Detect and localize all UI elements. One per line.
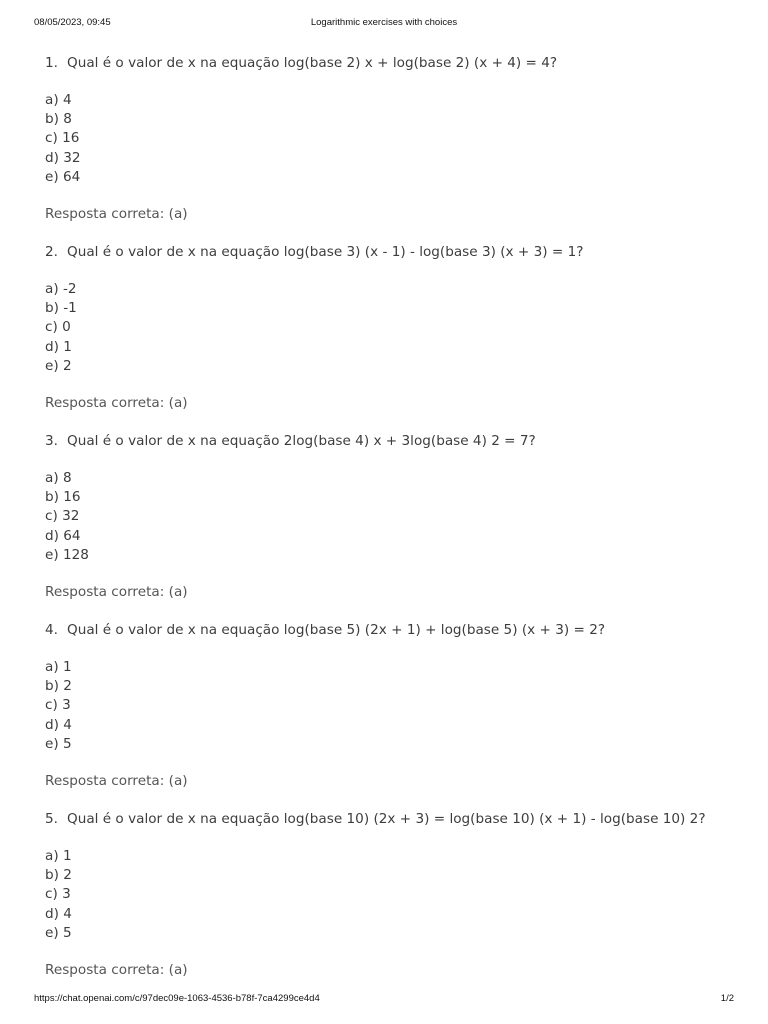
question-number: 4.: [45, 622, 58, 638]
correct-answer: Resposta correta: (a): [45, 772, 188, 789]
option-d: d) 64: [45, 527, 81, 544]
document-title: Logarithmic exercises with choices: [310, 17, 458, 28]
page-number: 1/2: [720, 993, 734, 1004]
option-d: d) 4: [45, 716, 72, 733]
option-b: b) 2: [45, 678, 72, 695]
option-e: e) 2: [45, 357, 72, 374]
question-text: [45, 432, 735, 451]
question-text: [45, 54, 735, 73]
question-1: [45, 54, 735, 243]
question-2: [45, 243, 735, 432]
question-number: 2.: [45, 244, 58, 260]
option-c: c) 16: [45, 130, 80, 147]
question-text: [45, 243, 735, 262]
option-e: e) 5: [45, 924, 72, 941]
option-b: b) 8: [45, 111, 72, 128]
print-footer: [34, 993, 734, 1007]
question-statement: Qual é o valor de x na equação log(base 3) (x - 1) - log(base 3) (x + 3) = 1?: [67, 244, 584, 260]
option-list: [45, 469, 735, 565]
correct-answer: Resposta correta: (a): [45, 205, 188, 222]
option-a: a) -2: [45, 281, 77, 297]
print-datetime: 08/05/2023, 09:45: [34, 17, 111, 28]
option-list: [45, 280, 735, 376]
question-statement: Qual é o valor de x na equação log(base 2) x + log(base 2) (x + 4) = 4?: [67, 55, 558, 71]
option-e: e) 64: [45, 168, 81, 185]
option-d: d) 1: [45, 338, 72, 355]
question-statement: Qual é o valor de x na equação 2log(base 4) x + 3log(base 4) 2 = 7?: [67, 433, 536, 449]
question-3: [45, 432, 735, 621]
question-5: [45, 810, 735, 999]
question-number: 1.: [45, 55, 58, 71]
option-list: [45, 847, 735, 943]
question-number: 5.: [45, 811, 58, 827]
option-b: b) -1: [45, 300, 77, 317]
option-c: c) 3: [45, 697, 71, 714]
correct-answer: Resposta correta: (a): [45, 961, 188, 978]
option-b: b) 2: [45, 867, 72, 884]
question-number: 3.: [45, 433, 58, 449]
option-e: e) 128: [45, 546, 89, 563]
page-url: https://chat.openai.com/c/97dec09e-1063-4536-b78f-7ca4299ce4d4: [34, 993, 320, 1004]
question-4: [45, 621, 735, 810]
question-list: [45, 54, 735, 999]
option-list: [45, 91, 735, 187]
option-list: [45, 658, 735, 754]
option-b: b) 16: [45, 489, 81, 506]
option-e: e) 5: [45, 735, 72, 752]
correct-answer: Resposta correta: (a): [45, 583, 188, 600]
option-c: c) 32: [45, 508, 80, 525]
option-a: a) 4: [45, 92, 72, 108]
option-a: a) 8: [45, 470, 72, 486]
question-statement: Qual é o valor de x na equação log(base 10) (2x + 3) = log(base 10) (x + 1) - log(base 10) 2?: [67, 811, 706, 827]
option-c: c) 0: [45, 319, 71, 336]
question-text: [45, 621, 735, 640]
question-statement: Qual é o valor de x na equação log(base 5) (2x + 1) + log(base 5) (x + 3) = 2?: [67, 622, 606, 638]
option-d: d) 4: [45, 905, 72, 922]
correct-answer: Resposta correta: (a): [45, 394, 188, 411]
option-a: a) 1: [45, 659, 72, 675]
question-text: [45, 810, 735, 829]
option-a: a) 1: [45, 848, 72, 864]
option-d: d) 32: [45, 149, 81, 166]
print-header: [34, 17, 734, 31]
option-c: c) 3: [45, 886, 71, 903]
